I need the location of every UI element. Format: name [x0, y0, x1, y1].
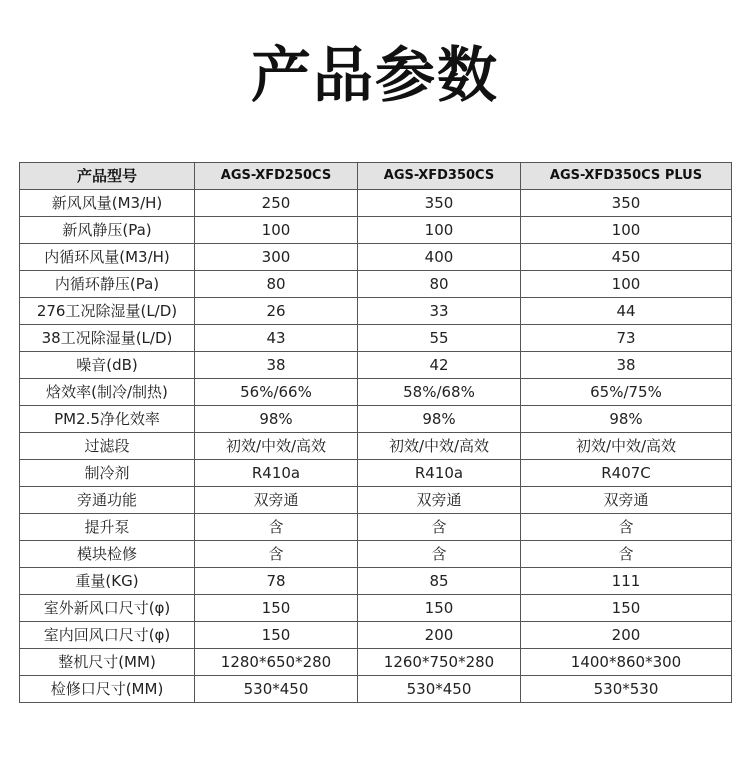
table-row [20, 352, 732, 379]
table-cell: 1400*860*300 [521, 649, 732, 676]
row-label: 38工况除湿量(L/D) [20, 325, 195, 352]
table-cell: 含 [195, 541, 358, 568]
table-cell: 73 [521, 325, 732, 352]
table-cell: 100 [195, 217, 358, 244]
table-cell: 200 [358, 622, 521, 649]
table-cell: 530*450 [358, 676, 521, 703]
table-row [20, 298, 732, 325]
table-cell: 含 [521, 514, 732, 541]
row-label: 室内回风口尺寸(φ) [20, 622, 195, 649]
table-cell: 双旁通 [358, 487, 521, 514]
table-cell: 300 [195, 244, 358, 271]
table-row [20, 433, 732, 460]
table-cell: 530*530 [521, 676, 732, 703]
row-label: 旁通功能 [20, 487, 195, 514]
table-cell: 85 [358, 568, 521, 595]
table-row [20, 514, 732, 541]
row-label: 整机尺寸(MM) [20, 649, 195, 676]
row-label: 检修口尺寸(MM) [20, 676, 195, 703]
row-label: 过滤段 [20, 433, 195, 460]
page-title: 产品参数 [251, 41, 499, 111]
table-cell: 含 [358, 541, 521, 568]
row-label: 重量(KG) [20, 568, 195, 595]
table-cell: 含 [521, 541, 732, 568]
table-row [20, 244, 732, 271]
row-label: 276工况除湿量(L/D) [20, 298, 195, 325]
row-label: 内循环风量(M3/H) [20, 244, 195, 271]
table-cell: R410a [358, 460, 521, 487]
header-cell-model-2: AGS-XFD350CS [358, 163, 521, 190]
table-row [20, 406, 732, 433]
table-cell: 1280*650*280 [195, 649, 358, 676]
table-cell: 80 [358, 271, 521, 298]
table-cell: 450 [521, 244, 732, 271]
table-cell: 350 [358, 190, 521, 217]
table-row [20, 487, 732, 514]
table-cell: 98% [521, 406, 732, 433]
table-cell: 55 [358, 325, 521, 352]
table-cell: 98% [358, 406, 521, 433]
table-cell: 38 [195, 352, 358, 379]
table-row [20, 325, 732, 352]
row-label: 内循环静压(Pa) [20, 271, 195, 298]
table-row [20, 379, 732, 406]
table-cell: 150 [521, 595, 732, 622]
table-row [20, 649, 732, 676]
table-cell: 200 [521, 622, 732, 649]
table-cell: 530*450 [195, 676, 358, 703]
row-label: 提升泵 [20, 514, 195, 541]
header-cell-model-3: AGS-XFD350CS PLUS [521, 163, 732, 190]
table-body [20, 190, 732, 703]
table-cell: 65%/75% [521, 379, 732, 406]
table-cell: 33 [358, 298, 521, 325]
table-cell: 350 [521, 190, 732, 217]
table-row [20, 541, 732, 568]
table-cell: 150 [195, 622, 358, 649]
table-row [20, 271, 732, 298]
table-cell: 含 [195, 514, 358, 541]
table-cell: 44 [521, 298, 732, 325]
table-cell: 250 [195, 190, 358, 217]
table-cell: 初效/中效/高效 [358, 433, 521, 460]
table-cell: 100 [358, 217, 521, 244]
table-cell: 400 [358, 244, 521, 271]
table-cell: 1260*750*280 [358, 649, 521, 676]
table-cell: 双旁通 [521, 487, 732, 514]
table-cell: 100 [521, 217, 732, 244]
table-cell: 42 [358, 352, 521, 379]
table-cell: 初效/中效/高效 [521, 433, 732, 460]
table-row [20, 568, 732, 595]
header-cell-model: 产品型号 [20, 163, 195, 190]
table-cell: 150 [358, 595, 521, 622]
table-row [20, 676, 732, 703]
table-cell: 100 [521, 271, 732, 298]
table-cell: 43 [195, 325, 358, 352]
table-cell: 初效/中效/高效 [195, 433, 358, 460]
row-label: 新风风量(M3/H) [20, 190, 195, 217]
table-cell: 38 [521, 352, 732, 379]
row-label: 新风静压(Pa) [20, 217, 195, 244]
row-label: 噪音(dB) [20, 352, 195, 379]
table-cell: 58%/68% [358, 379, 521, 406]
table-cell: 150 [195, 595, 358, 622]
row-label: 焓效率(制冷/制热) [20, 379, 195, 406]
table-row [20, 217, 732, 244]
table-cell: 78 [195, 568, 358, 595]
row-label: 制冷剂 [20, 460, 195, 487]
table-cell: R410a [195, 460, 358, 487]
row-label: 模块检修 [20, 541, 195, 568]
table-cell: 26 [195, 298, 358, 325]
table-header-row [20, 163, 732, 190]
table-row [20, 622, 732, 649]
table-cell: 111 [521, 568, 732, 595]
table-cell: 98% [195, 406, 358, 433]
table-cell: 双旁通 [195, 487, 358, 514]
table-cell: R407C [521, 460, 732, 487]
table-cell: 80 [195, 271, 358, 298]
row-label: PM2.5净化效率 [20, 406, 195, 433]
header-cell-model-1: AGS-XFD250CS [195, 163, 358, 190]
table-row [20, 460, 732, 487]
spec-table [19, 162, 732, 703]
table-row [20, 190, 732, 217]
table-cell: 56%/66% [195, 379, 358, 406]
row-label: 室外新风口尺寸(φ) [20, 595, 195, 622]
table-cell: 含 [358, 514, 521, 541]
table-row [20, 595, 732, 622]
